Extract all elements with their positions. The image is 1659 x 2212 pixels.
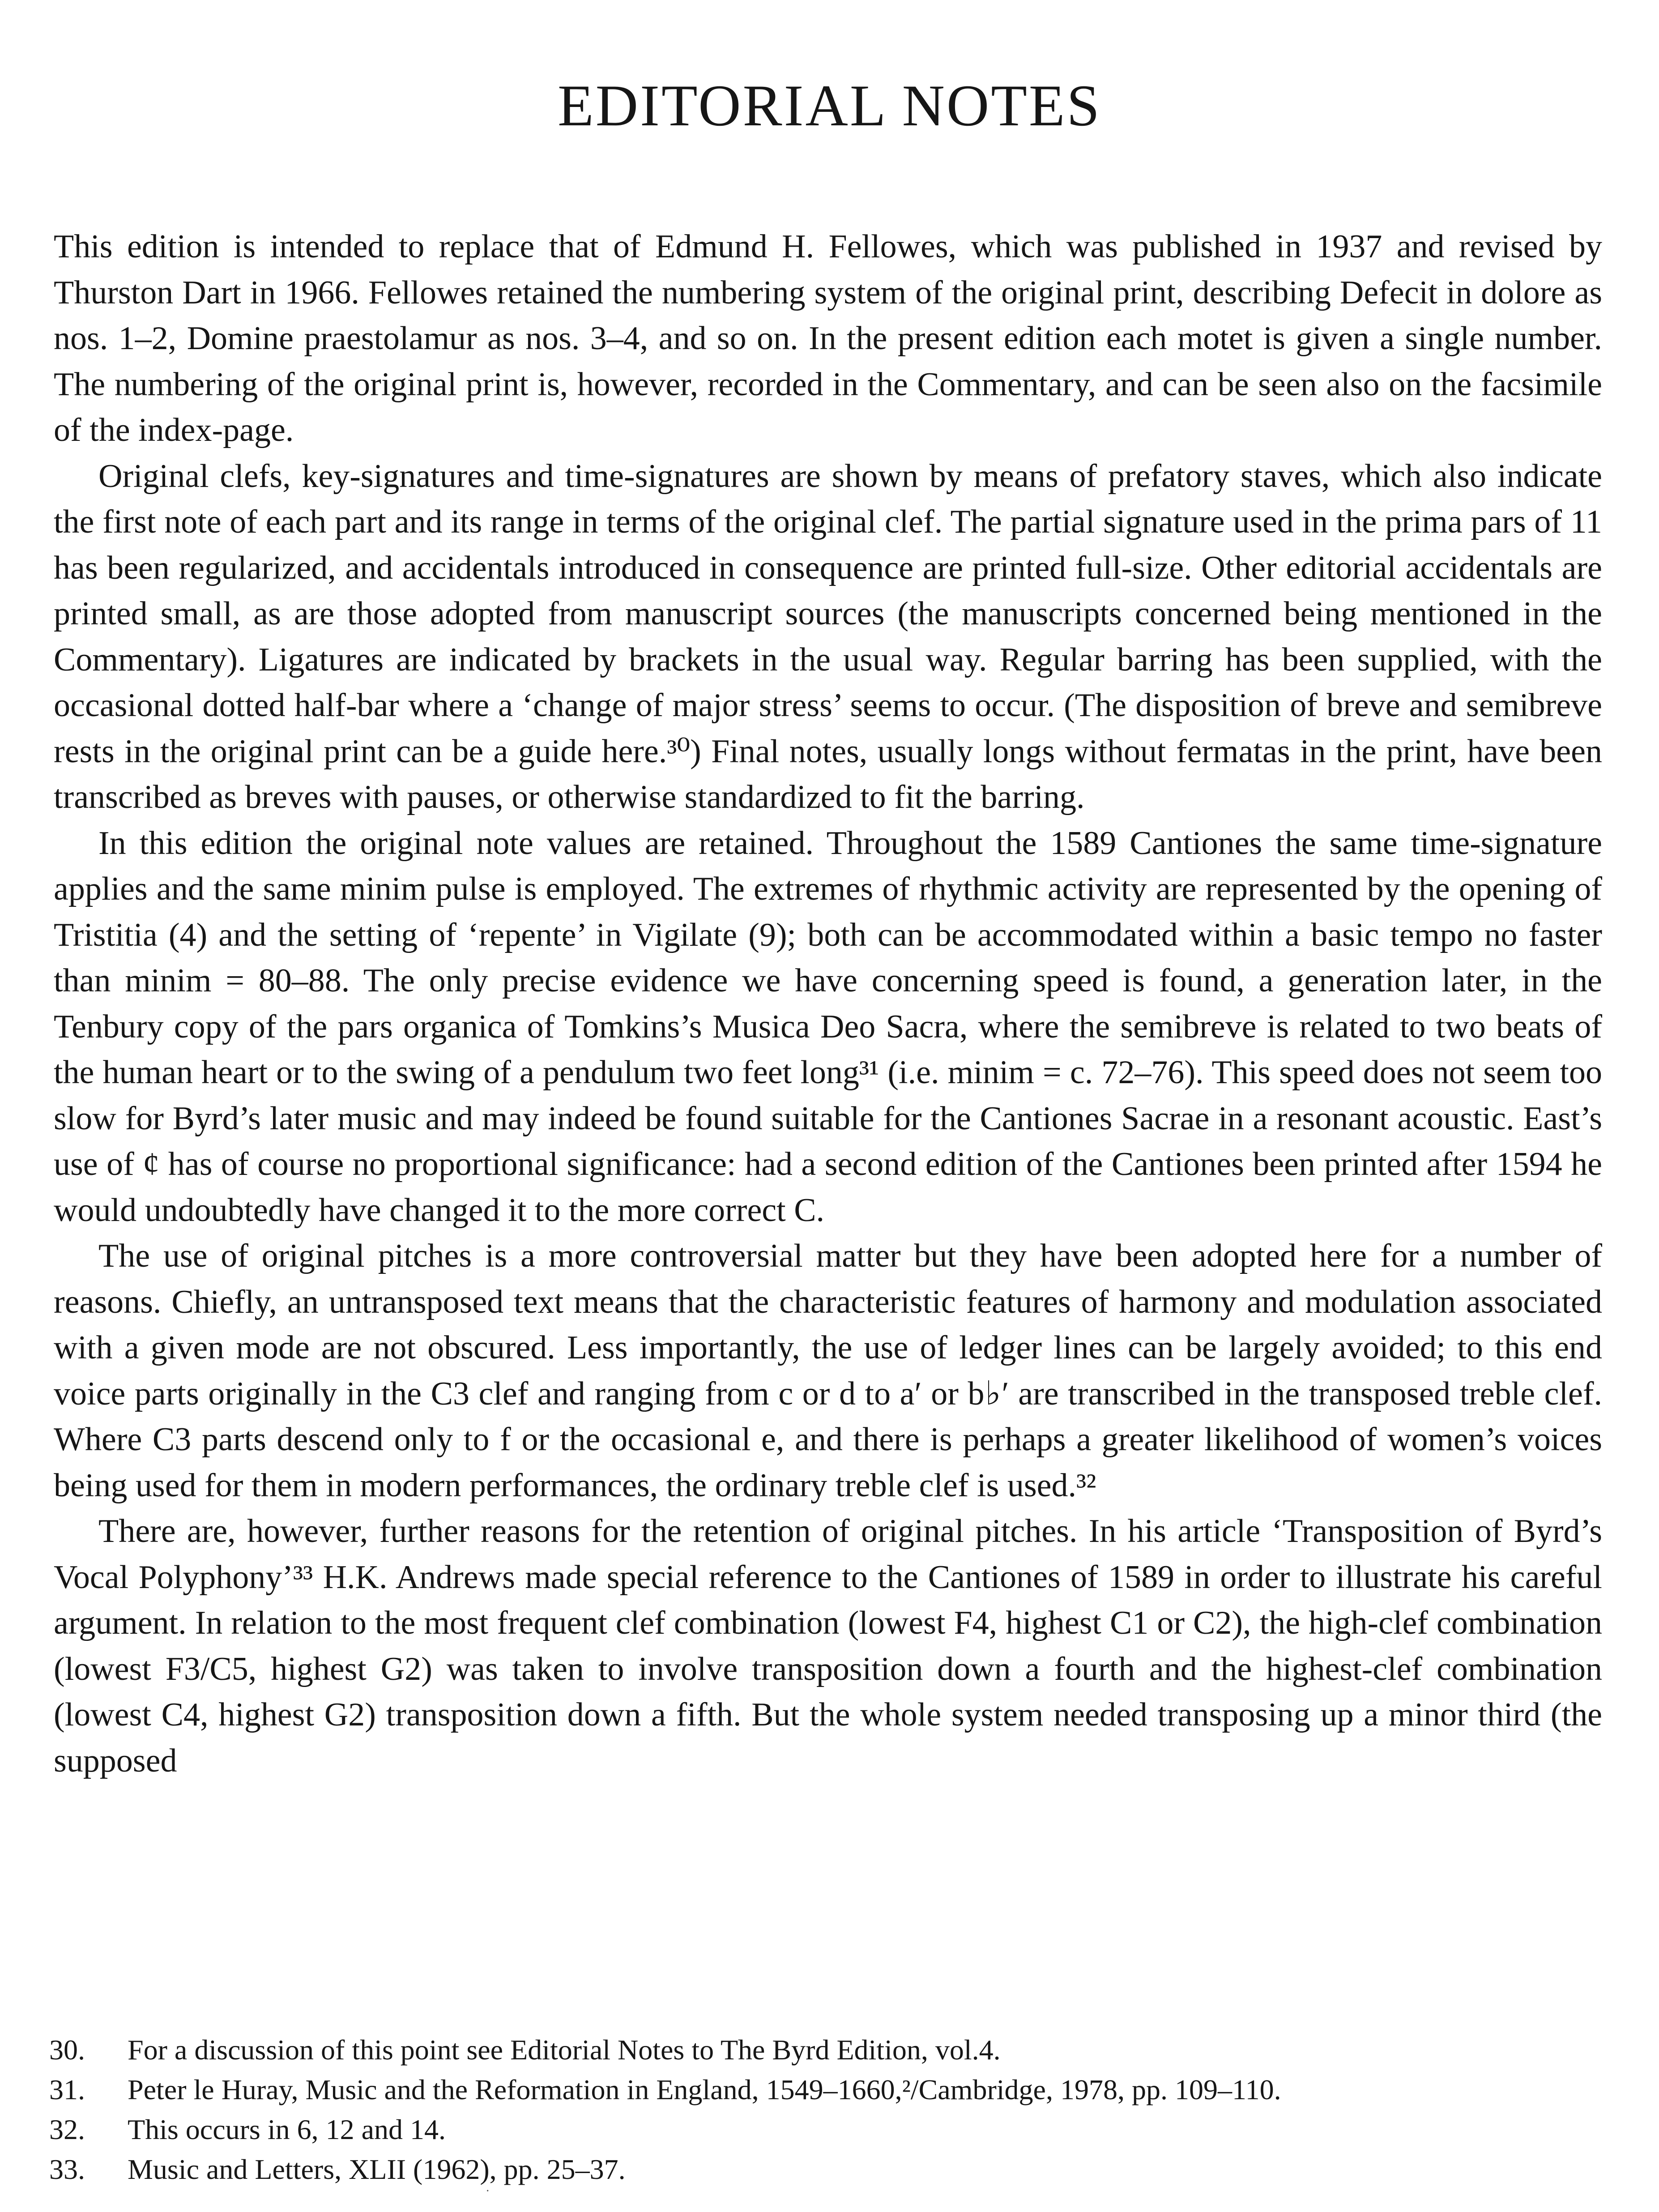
footnote-text: For a discussion of this point see Editorial Notes to The Byrd Edition, vol.4. <box>128 2034 1001 2066</box>
body-text <box>54 224 1602 1784</box>
footnote-text: Music and Letters, XLII (1962), pp. 25–37. <box>128 2153 626 2185</box>
paragraph-transposition: There are, however, further reasons for the retention of original pitches. In his article ‘Transposition of Byrd’s Vocal Polyphony’³³ H.K. Andrews made special reference to the Cantiones of 1589 in order to illustrate his careful argument. In relation to the most frequent clef combination (lowest F4, highest C1 or C2), the high-clef combination (lowest F3/C5, highest G2) was taken to involve transposition down a fourth and the highest-clef combination (lowest C4, highest G2) transposition down a fifth. But the whole system needed transposing up a minor third (the supposed <box>54 1513 1602 1779</box>
paragraph-original-pitches: The use of original pitches is a more controversial matter but they have been adopted here for a number of reasons. Chiefly, an untransposed text means that the characteristic features of harmony and modulation associated with a given mode are not obscured. Less importantly, the use of ledger lines can be largely avoided; to this end voice parts originally in the C3 clef and ranging from c or d to a′ or b♭′ are transcribed in the transposed treble clef. Where C3 parts descend only to f or the occasional e, and there is perhaps a greater likelihood of women’s voices being used for them in modern performances, the ordinary treble clef is used.³² <box>54 1238 1602 1504</box>
footnote-text: This occurs in 6, 12 and 14. <box>128 2114 446 2145</box>
page-title: EDITORIAL NOTES <box>558 73 1101 138</box>
footnote-text: Peter le Huray, Music and the Reformation in England, 1549–1660,²/Cambridge, 1978, pp. 109–110. <box>128 2074 1281 2105</box>
footnotes <box>49 2030 1571 2189</box>
footnote-number: 33. <box>49 2153 85 2185</box>
footnote <box>49 2030 1571 2070</box>
footnote-number: 32. <box>49 2114 85 2145</box>
print-speck: · <box>486 2184 490 2198</box>
paragraph-note-values: In this edition the original note values are retained. Throughout the 1589 Cantiones the same time-signature applies and the same minim pulse is employed. The extremes of rhythmic activity are represented by the opening of Tristitia (4) and the setting of ‘repente’ in Vigilate (9); both can be accommodated within a basic tempo no faster than minim = 80–88. The only precise evidence we have concerning speed is found, a generation later, in the Tenbury copy of the pars organica of Tomkins’s Musica Deo Sacra, where the semibreve is related to two beats of the human heart or to the swing of a pendulum two feet long³¹ (i.e. minim = c. 72–76). This speed does not seem too slow for Byrd’s later music and may indeed be found suitable for the Cantiones Sacrae in a resonant acoustic. East’s use of ¢ has of course no proportional significance: had a second edition of the Cantiones been printed after 1594 he would undoubtedly have changed it to the more correct C. <box>54 824 1602 1229</box>
footnote <box>49 2070 1571 2110</box>
paragraph-clefs: Original clefs, key-signatures and time-signatures are shown by means of prefatory staves, which also indicate the first note of each part and its range in terms of the original clef. The partial signature used in the prima pars of 11 has been regularized, and accidentals introduced in consequence are printed full-size. Other editorial accidentals are printed small, as are those adopted from manuscript sources (the manuscripts concerned being mentioned in the Commentary). Ligatures are indicated by brackets in the usual way. Regular barring has been supplied, with the occasional dotted half-bar where a ‘change of major stress’ seems to occur. (The disposition of breve and semibreve rests in the original print can be a guide here.³⁰) Final notes, usually longs without fermatas in the print, have been transcribed as breves with pauses, or otherwise standardized to fit the barring. <box>54 457 1602 816</box>
footnote <box>49 2110 1571 2149</box>
footnote-number: 30. <box>49 2034 85 2066</box>
footnote <box>49 2149 1571 2189</box>
footnote-number: 31. <box>49 2074 85 2105</box>
paragraph-intro: This edition is intended to replace that of Edmund H. Fellowes, which was published in 1937 and revised by Thurston Dart in 1966. Fellowes retained the numbering system of the original print, describing Defecit in dolore as nos. 1–2, Domine praestolamur as nos. 3–4, and so on. In the present edition each motet is given a single number. The numbering of the original print is, however, recorded in the Commentary, and can be seen also on the facsimile of the index-page. <box>54 228 1602 448</box>
